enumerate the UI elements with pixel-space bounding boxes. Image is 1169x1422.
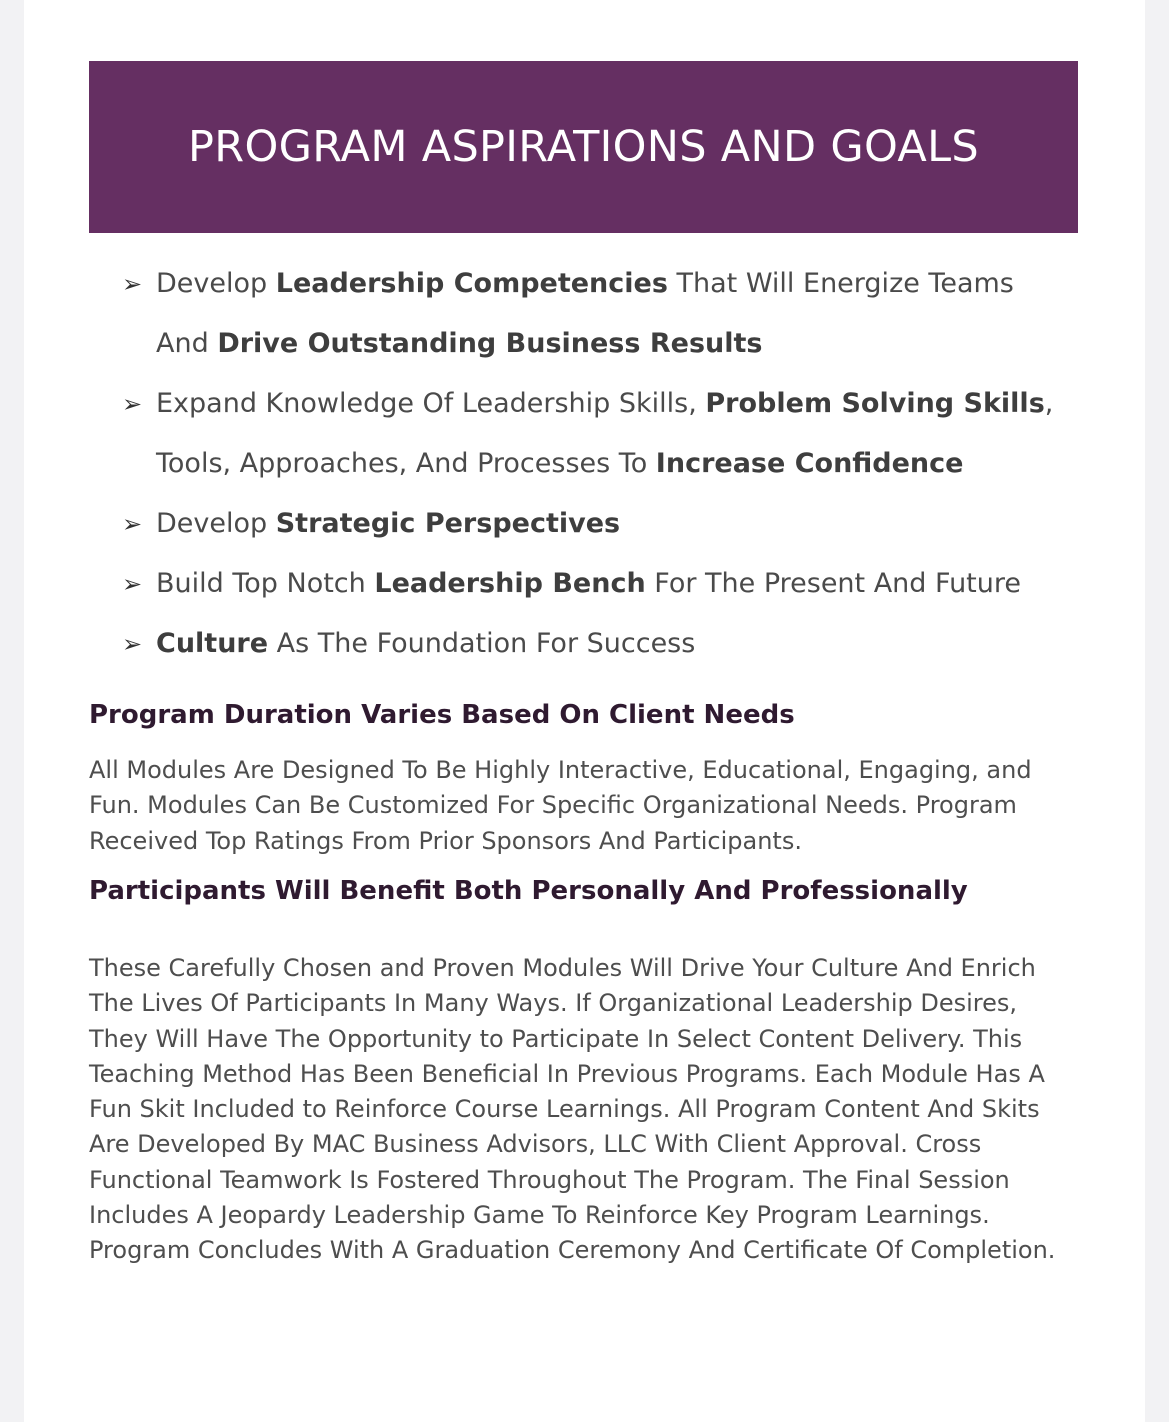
goal-text: Expand Knowledge Of Leadership Skills, xyxy=(156,388,706,419)
goal-item xyxy=(122,494,1072,554)
goal-item xyxy=(122,554,1072,614)
goal-item xyxy=(122,614,1072,674)
goal-text: That Will Energize Teams And xyxy=(156,268,1014,359)
arrowhead-bullet-icon: ➢ xyxy=(122,510,143,538)
goal-text: Develop xyxy=(156,508,276,539)
goal-emphasis: Drive Outstanding Business Results xyxy=(217,328,763,359)
goal-emphasis: Problem Solving Skills xyxy=(705,388,1045,419)
goal-item xyxy=(122,374,1072,494)
goal-emphasis: Culture xyxy=(156,628,269,659)
benefits-heading: Participants Will Benefit Both Personally And Professionally xyxy=(89,876,968,906)
goal-text: As The Foundation For Success xyxy=(268,628,696,659)
duration-heading: Program Duration Varies Based On Client Needs xyxy=(89,700,795,730)
goal-emphasis: Leadership Bench xyxy=(374,568,646,599)
goals-list xyxy=(122,254,1072,674)
arrowhead-bullet-icon: ➢ xyxy=(122,630,143,658)
goal-text: Build Top Notch xyxy=(156,568,375,599)
benefits-paragraph: These Carefully Chosen and Proven Modules Will Drive Your Culture And Enrich The Lives Of Participants In Many Ways. If Organizational Leadership Desires, They Will Have The Opportunity to Participate In Select Content Delivery. This Teaching Method Has Been Beneficial In Previous Programs. Each Module Has A Fun Skit Included to Reinforce Course Learnings. All Program Content And Skits Are Developed By MAC Business Advisors, LLC With Client Approval. Cross Functional Teamwork Is Fostered Throughout The Program. The Final Session Includes A Jeopardy Leadership Game To Reinforce Key Program Learnings. Program Concludes With A Graduation Ceremony And Certificate Of Completion. xyxy=(89,954,1056,1265)
goal-text: , Tools, Approaches, And Processes To xyxy=(156,388,1054,479)
arrowhead-bullet-icon: ➢ xyxy=(122,390,143,418)
title-banner xyxy=(89,61,1078,233)
goal-item xyxy=(122,254,1072,374)
arrowhead-bullet-icon: ➢ xyxy=(122,570,143,598)
arrowhead-bullet-icon: ➢ xyxy=(122,270,143,298)
goal-text: For The Present And Future xyxy=(645,568,1021,599)
duration-paragraph: All Modules Are Designed To Be Highly Interactive, Educational, Engaging, and Fun. Modules Can Be Customized For Specific Organizational Needs. Program Received Top Ratings From Prior Sponsors And Participants. xyxy=(89,756,1032,855)
goal-emphasis: Leadership Competencies xyxy=(275,268,668,299)
page-title: PROGRAM ASPIRATIONS AND GOALS xyxy=(188,122,979,172)
goal-emphasis: Strategic Perspectives xyxy=(275,508,621,539)
goal-emphasis: Increase Confidence xyxy=(655,448,964,479)
goal-text: Develop xyxy=(156,268,276,299)
document-page xyxy=(24,0,1145,1422)
